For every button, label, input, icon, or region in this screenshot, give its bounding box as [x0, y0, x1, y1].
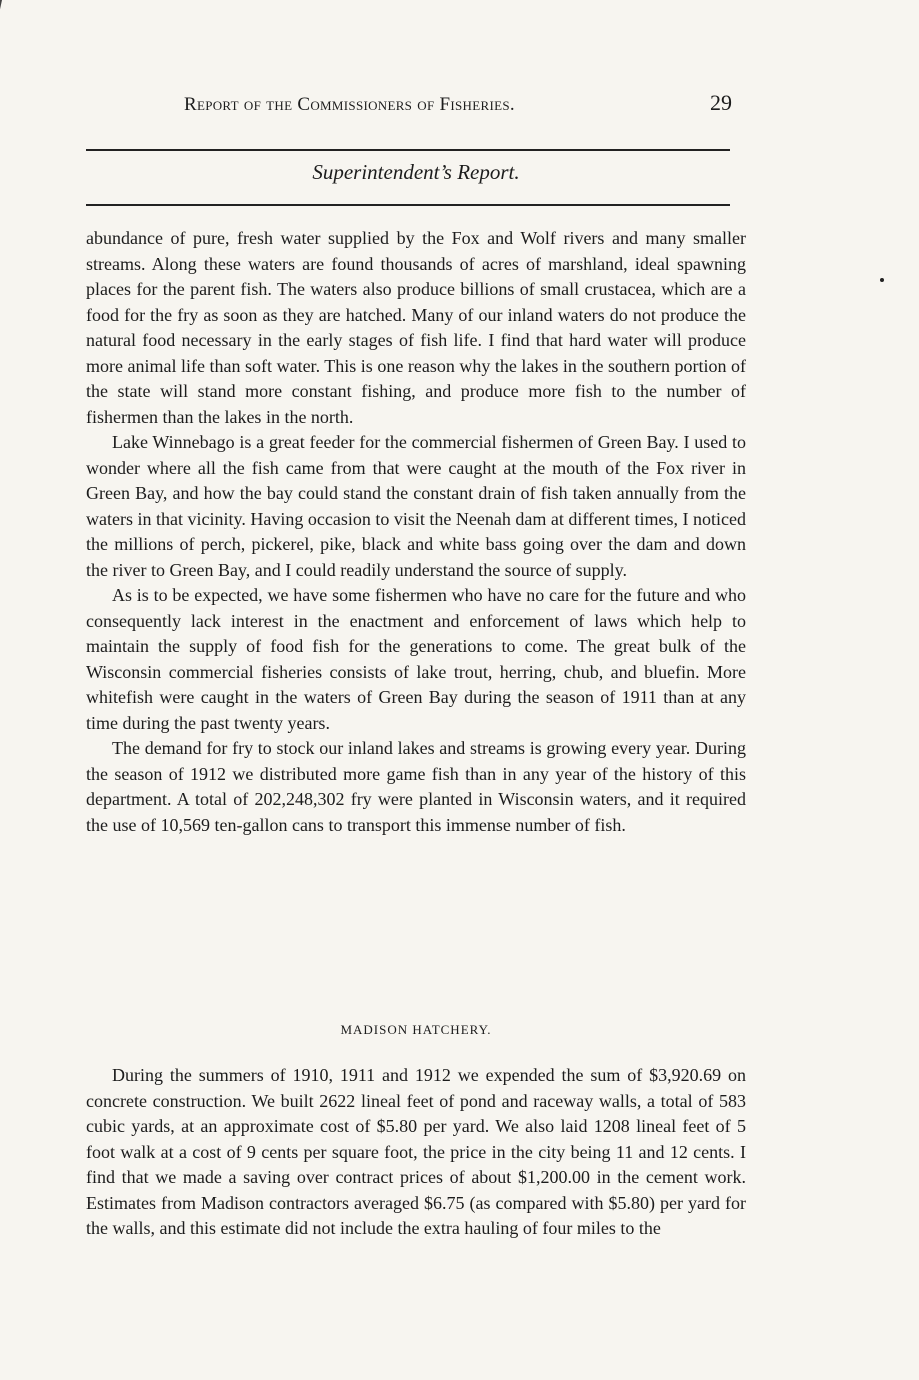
- section-title: Superintendent’s Report.: [312, 160, 520, 184]
- running-title: Report of the Commissioners of Fisheries.: [184, 94, 515, 115]
- running-header: [86, 90, 746, 120]
- page-number: 29: [710, 90, 732, 115]
- header-rule-bottom: [86, 204, 730, 206]
- paragraph: During the summers of 1910, 1911 and 1912 we expended the sum of $3,920.69 on concrete construction. We built 2622 lineal feet of pond and raceway walls, a total of 583 cubic yards, at an approximate cost of $5.80 per yard. We also laid 1208 lineal feet of 5 foot walk at a cost of 9 cents per square foot, the price in the city being 11 and 12 cents. I find that we made a saving over contract prices of about $1,200.00 in the cement work. Estimates from Madison contractors averaged $6.75 (as compared with $5.80) per yard for the walls, and this estimate did not include the extra hauling of four miles to the: [86, 1065, 746, 1238]
- madison-hatchery-text: [86, 1063, 746, 1242]
- body-text: [86, 226, 746, 838]
- paragraph: Lake Winnebago is a great feeder for the commercial fishermen of Green Bay. I used to wonder where all the fish came from that were caught at the mouth of the Fox river in Green Bay, and how the bay could stand the constant drain of fish taken annually from the waters in that vicinity. Having occasion to visit the Neenah dam at different times, I noticed the millions of perch, pickerel, pike, black and white bass going over the dam and down the river to Green Bay, and I could readily understand the source of supply.: [86, 432, 746, 580]
- document-page: [86, 0, 746, 1380]
- paragraph: The demand for fry to stock our inland lakes and streams is growing every year. During the season of 1912 we distributed more game fish than in any year of the history of this department. A total of 202,248,302 fry were planted in Wisconsin waters, and it required the use of 10,569 ten-gallon cans to transport this immense number of fish.: [86, 738, 746, 835]
- paragraph-continued: abundance of pure, fresh water supplied by the Fox and Wolf rivers and many smaller streams. Along these waters are found thousands of acres of marshland, ideal spawning places for the parent fish. The waters also produce billions of small crustacea, which are a food for the fry as soon as they are hatched. Many of our inland waters do not produce the natural food necessary in the early stages of fish life. I find that hard water will produce more animal life than soft water. This is one reason why the lakes in the southern portion of the state will stand more constant fishing, and produce more fish to the number of fishermen than the lakes in the north.: [86, 228, 746, 427]
- madison-hatchery-heading: MADISON HATCHERY.: [340, 1022, 492, 1037]
- paragraph: As is to be expected, we have some fishermen who have no care for the future and who consequently lack interest in the enactment and enforcement of laws which help to maintain the supply of food fish for the generations to come. The great bulk of the Wisconsin commercial fisheries consists of lake trout, herring, chub, and bluefin. More whitefish were caught in the waters of Green Bay during the season of 1911 than at any time during the past twenty years.: [86, 585, 746, 733]
- header-rule-top: [86, 149, 730, 151]
- ink-speck: [880, 278, 884, 282]
- page-corner-mark: [0, 0, 8, 38]
